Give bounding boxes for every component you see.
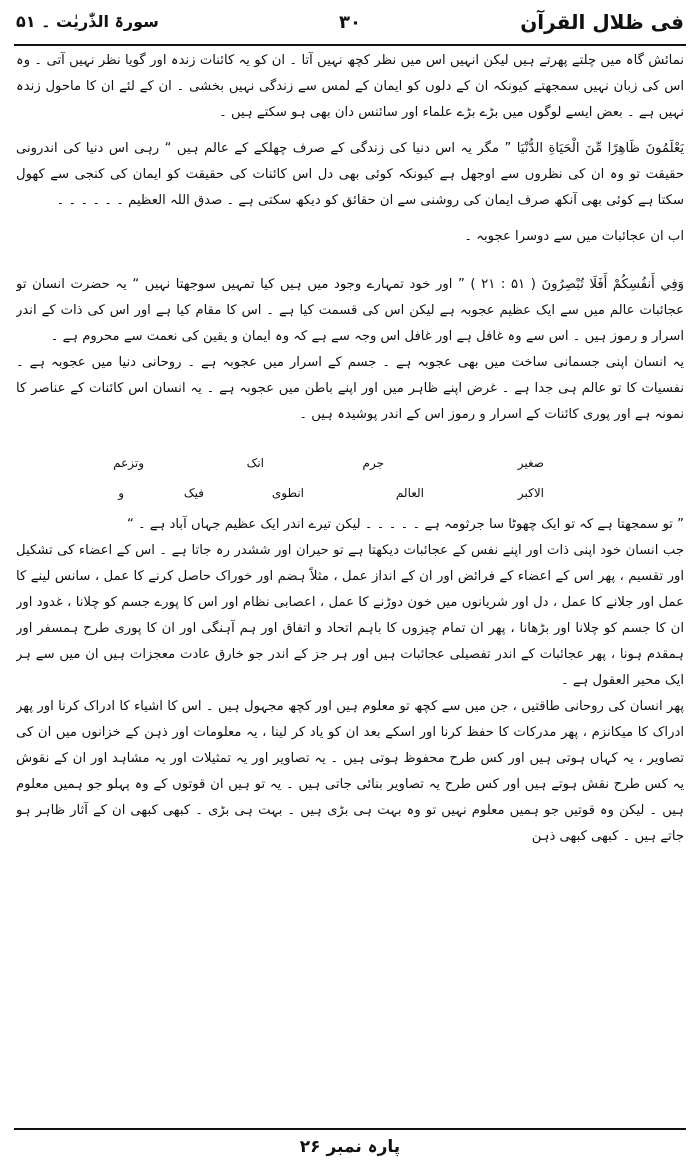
paragraph-7: پھر انسان کی روحانی طاقتیں ، جن میں سے کچھ تو معلوم ہیں اور کچھ مجہول ہیں ۔ اس کا اشیاء کا ادراک کرنا اور پھر ادراک کا میکانزم ، پھر مدرکات کا حفظ کرنا اور اسکے بعد ان کو یاد کر لینا ، یہ معلومات اور ذہن کے خزانوں میں ان کی تصاویر ، یہ کہاں ہوتی ہیں اور کس طرح محفوظ ہوتی ہیں ۔ یہ تصاویر اور یہ تمثیلات اور یہ مشاہد اور ان کے نقوش یہ کس طرح نقش ہوتے ہیں اور کس طرح یہ تصاویر بنائی جاتی ہیں ۔ یہ تو ہیں ان قوتوں کے وہ پہلو جو ہمیں معلوم ہیں ۔ لیکن وہ قوتیں جو ہمیں معلوم نہیں تو وہ بہت ہی بڑی ہیں ۔ بہت ہی بڑی ۔ کبھی کبھی ان کے آثار ظاہر ہو جاتے ہیں ۔ کبھی کبھی ذہن: [16, 699, 684, 844]
poem-word: العالم: [395, 486, 424, 500]
arabic-poem: [16, 456, 684, 512]
poem-word: وتزعم: [113, 456, 144, 470]
poem-word: و: [118, 486, 124, 500]
surah-title: سورۃ الذّٰریٰت ۔ ۵۱: [16, 12, 159, 31]
paragraph-3: اب ان عجائبات میں سے دوسرا عجوبہ ۔: [464, 229, 684, 244]
paragraph-5: یہ انسان اپنی جسمانی ساخت میں بھی عجوبہ ہے ۔ جسم کے اسرار میں عجوبہ ہے ۔ روحانی دنیا میں عجوبہ ہے ۔ نفسیات کا تو عالم ہی جدا ہے ۔ غرض اپنے ظاہر میں اور اپنے باطن میں عجوبہ ہے ۔ یہ انسان اس کائنات کے عناصر کا نمونہ ہے اور پوری کائنات کے اسرار و رموز اس کے اندر پوشیدہ ہیں ۔: [16, 355, 684, 422]
page-body: [16, 48, 684, 1123]
header-divider: [14, 44, 686, 46]
poem-word: فیک: [183, 486, 204, 500]
paragraph-2: يَعْلَمُونَ ظَاهِرًا مِّنَ الْحَيَاةِ الدُّنْيَا ” مگر یہ اس دنیا کی زندگی کے صرف چھلکے کے عالم ہیں “ رہی اس دنیا کی اندرونی حقیقت تو وہ ان کی نظروں سے اوجھل ہے کیونکہ کوئی بھی دل اس کائنات کی حقیقت کو ایمان کی کنجی سے کھول سکتا ہے کوئی بھی آنکھ صرف ایمان کی روشنی سے ان حقائق کو دیکھ سکتی ہے ۔ صدق اللہ العظیم ۔ ۔ ۔ ۔ ۔ ۔: [16, 141, 684, 208]
paragraph-4: وَفِي أَنفُسِكُمْ أَفَلَا تُبْصِرُونَ ( ۵۱ : ۲۱ ) ” اور خود تمہارے وجود میں ہیں کیا تمہیں سوجھتا نہیں “ یہ حضرت انسان تو عجائبات عالم میں سے ایک عظیم عجوبہ ہے لیکن اس کی قسمت کیا ہے ۔ اس کا مقام کیا ہے اور اس کی ذات کے اندر اسرار و رموز ہیں ۔ اس سے وہ غافل ہے اور غافل اس وجہ سے ہے کہ وہ ایمان و یقین کی نعمت سے محروم ہے ۔: [16, 277, 684, 344]
poem-word: انک: [246, 456, 264, 470]
poem-translation: ” تو سمجھتا ہے کہ تو ایک چھوٹا سا جرثومہ ہے ۔ ۔ ۔ ۔ ۔ لیکن تیرے اندر ایک عظیم جہاں آباد ہے ۔ “: [126, 517, 684, 532]
page-header: [12, 6, 688, 40]
poem-word: انطوی: [271, 486, 304, 500]
page-number: ۳۰: [339, 12, 361, 33]
poem-word: جرم: [362, 456, 384, 470]
poem-word: صغیر: [517, 456, 544, 470]
footer-divider: [14, 1128, 686, 1130]
poem-word: الاکبر: [517, 486, 544, 500]
para-number: پارہ نمبر ۲۶: [299, 1137, 401, 1157]
paragraph-1: نمائش گاہ میں چلتے پھرتے ہیں لیکن انہیں اس میں نظر کچھ نہیں آتا ۔ ان کو یہ کائنات زندہ اور گویا نظر نہیں آتی ۔ وہ اس کی زبان نہیں سمجھتے کیونکہ ان کے دلوں کو ایمان کے لمس سے زندگی نہیں بخشی ۔ ان کے لئے ان کا ماحول زندہ نہیں ہے ۔ بعض ایسے لوگوں میں بڑے بڑے علماء اور سائنس دان بھی ہو سکتے ہیں ۔: [16, 53, 684, 120]
paragraph-6: جب انسان خود اپنی ذات اور اپنے نفس کے عجائبات دیکھتا ہے تو حیران اور ششدر رہ جاتا ہے ۔ اس کے اعضاء کی تشکیل اور تقسیم ، پھر اس کے اعضاء کے فرائض اور ان کے انداز عمل ، مثلاً ہضم اور خوراک حاصل کرنے کا عمل ، سانس لینے کا عمل اور جلانے کا عمل ، دل اور شریانوں میں خون دوڑنے کا عمل ، اعصابی نظام اور اس کا پورے جسم کو چلانا ، غدود اور ان کا جسم کو چلانا اور بڑھانا ، پھر ان تمام چیزوں کا باہم اتحاد و اتفاق اور ہم آہنگی اور ان کا پوری طرح ہمسفر اور ہمقدم ہونا ، پھر عجائبات کے اندر تفصیلی عجائبات ہیں اور ہر جز کے اندر جو خارق عادت معجزات ہیں ان میں سے ہر ایک محیر العقول ہے ۔: [16, 543, 684, 688]
book-title: فی ظلال القرآن: [520, 10, 684, 34]
